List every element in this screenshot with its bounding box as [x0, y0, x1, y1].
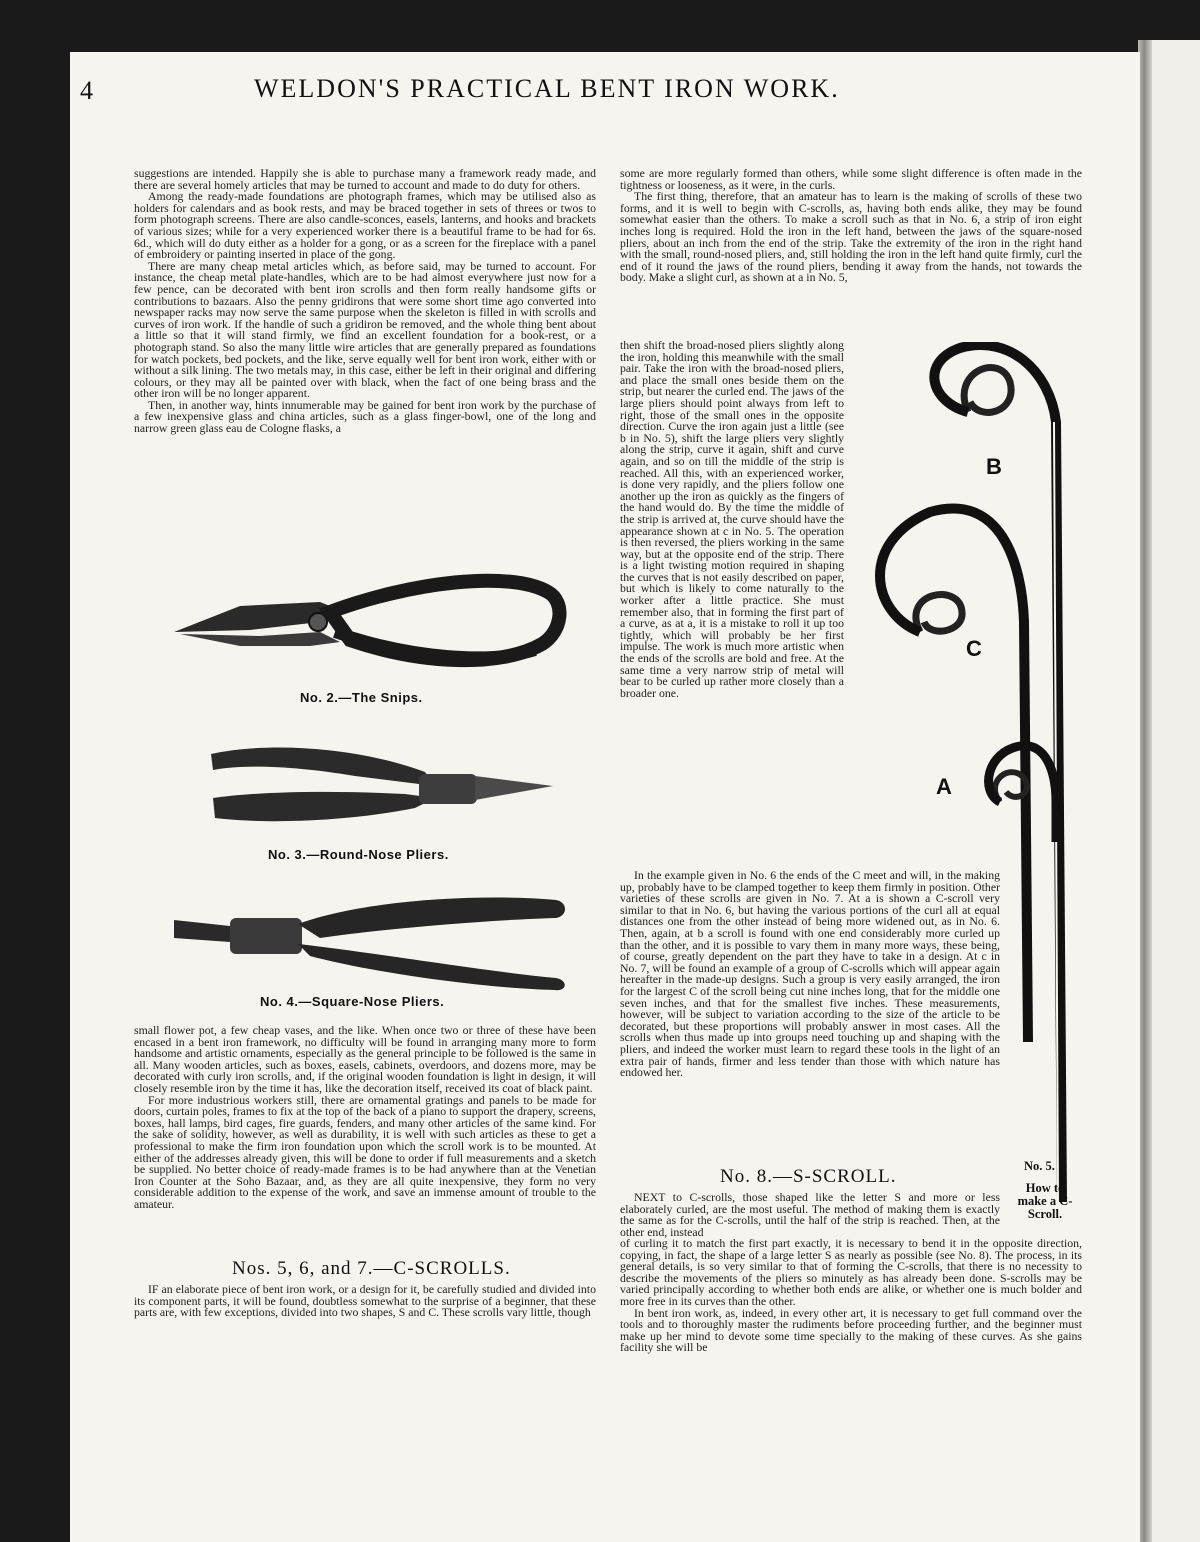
snips-illustration [170, 572, 570, 682]
s-scroll-intro [620, 1192, 1000, 1238]
paragraph: some are more regularly formed than others, while some slight difference is often made in the tightness or looseness, as it were, in the curls. [620, 166, 1082, 192]
left-column-bottom [134, 1025, 596, 1211]
paragraph: The first thing, therefore, that an amateur has to learn is the making of scrolls of these two forms, and it is well to begin with C-scrolls, as, having both ends alike, they may be found somewhat easier than the others. To make a scroll such as that in No. 6, a strip of iron eight inches long is required. Hold the iron in the left hand, between the jaws of the square-nosed pliers, about an inch from the end of the strip. Take the extremity of the iron in the right hand with the small, round-nosed pliers, and, still holding the iron in the left hand quite firmly, curl the end of it round the jaws of the round pliers, bending it away from the hands, not towards the body. Make a slight curl, as shown at a in No. 5, [620, 189, 1082, 285]
paragraph: In the example given in No. 6 the ends of the C meet and will, in the making up, probably have to be clamped together to keep them firmly in position. Other varieties of these scrolls are given in No. 7. At a is shown a C-scroll very similar to that in No. 6, but having the various portions of the curl all at equal distances one from the other instead of being more widened out, as in No. 6. Then, again, at b a scroll is found with one end considerably more curled up than the other, and it is possible to vary them in many more ways, these being, of course, greatly dependent on the part they have to take in a design. At c in No. 7, will be found an example of a group of C-scrolls which will appear again hereafter in the made-up designs. Such a group is very easily arranged, the iron for the largest C of the scroll being cut nine inches long, that for the middle one seven inches, and that for the smallest five inches. These measurements, however, will be subject to variation according to the size of the article to be decorated, but these proportions will probably answer in most cases. All the scrolls when thus made up into groups need touching up and shaping with the pliers, and indeed the worker must learn to regard these tools in the light of an extra pair of hands, firmer and less tender than those with which nature has endowed her. [620, 868, 1000, 1080]
paragraph: of curling it to match the first part exactly, it is necessary to bend it in the opposite direction, copying, in fact, the shape of a large letter S as nearly as possible (see No. 8). The process, in its general details, is so very similar to that of forming the C-scrolls, that there is no necessity to describe the movements of the pliers so minutely as has already been done. S-scrolls may be varied principally according to whether both ends are alike, or whether one is much bolder and more free in its curves than the other. [620, 1236, 1082, 1308]
c-scrolls-intro [134, 1284, 596, 1319]
paragraph: Among the ready-made foundations are photograph frames, which may be utilised also as holders for calendars and as book rests, and may be braced together in sets of threes or twos to form photograph screens. There are also candle-sconces, easels, lanterns, and hooks and brackets of various sizes; while for a very experienced worker there is a beautiful frame to be had for 6s. 6d., which will do duty either as a holder for a gong, or as a screen for the fireplace with a panel of embroidery or painting inserted in place of the gong. [134, 189, 596, 262]
figure-letter-a: A [936, 774, 952, 799]
paragraph: then shift the broad-nosed pliers slightly along the iron, holding this meanwhile with the small pair. Take the iron with the broad-nosed pliers, and place the small ones beside them on the strip, but nearer the curled end. The jaws of the large pliers should point always from left to right, those of the small ones in the opposite direction. Curve the iron again just a little (see b in No. 5), shift the large pliers very slightly along the strip, curve it again, shift and curve again, and so on till the middle of the strip is reached. All this, with an experienced worker, is done very rapidly, and the pliers follow one another up the iron as quickly as the fingers of the hand would do. By the time the middle of the strip is arrived at, the curve should have the appearance shown at c in No. 5. The operation is then reversed, the pliers working in the same way, but at the opposite end of the strip. There is a light twisting motion required in shaping the curves that is not easily described on paper, but which is likely to come naturally to the worker after a little practice. She must remember also, that in forming the first part of a curve, as at a, it is a mistake to roll it up too tightly, which will probably be her first impulse. The work is much more artistic when the ends of the scrolls are bold and free. At the same time a very narrow strip of metal will bear to be curled up rather more closely than a broader one. [620, 338, 844, 700]
snips-caption: No. 2.—The Snips. [300, 690, 423, 705]
square-nose-pliers-caption: No. 4.—Square-Nose Pliers. [260, 994, 445, 1009]
paragraph: small flower pot, a few cheap vases, and the like. When once two or three of these have been encased in a bent iron framework, no difficulty will be found in arranging many more to form handsome and artistic ornaments, especially as the general principle to be followed is the same in all. Many wooden articles, such as boxes, easels, cabinets, overdoors, and dozens more, may be decorated with curly iron scrolls, and, if the original wooden foundation is light in design, it will closely resemble iron by the time it has, like the decoration itself, received its coat of black paint. [134, 1023, 596, 1095]
round-nose-pliers-caption: No. 3.—Round-Nose Pliers. [268, 847, 449, 862]
book-page [70, 52, 1140, 1542]
figure-letter-b: B [986, 454, 1002, 479]
page-fold [1138, 40, 1152, 1542]
square-nose-pliers-illustration [170, 892, 570, 992]
s-scroll-body [620, 1238, 1082, 1354]
adjacent-page-edge [1152, 40, 1200, 1542]
s-scroll-heading: No. 8.—S-SCROLL. [720, 1166, 897, 1187]
paragraph: Then, in another way, hints innumerable may be gained for bent iron work by the purchase of a few inexpensive glass and china articles, such as a glass finger-bowl, one of the long and narrow green glass eau de Cologne flasks, a [134, 397, 596, 436]
figure-5-side-caption: How to make a C-Scroll. [1017, 1181, 1073, 1221]
figure-letter-c: C [966, 636, 982, 661]
left-column-top [134, 168, 596, 435]
round-nose-pliers-illustration [205, 742, 555, 832]
right-column-mid [620, 870, 1000, 1079]
right-column-top [620, 168, 1082, 284]
paragraph: There are many cheap metal articles which, as before said, may be turned to account. For instance, the cheap metal plate-handles, which are to be had almost everywhere just now for a few pence, can be decorated with bent iron scrolls and then form really handsome gifts or contributions to bazaars. Also the penny gridirons that were some short time ago converted into newspaper racks may now serve the same purpose when the skeleton is filled in with scrolls and curves of iron work. If the handle of such a gridiron be removed, and the whole thing bent about a little so that it will stand firmly, we find an excellent foundation for a book-rest, or a photograph stand. So also the many little wire articles that are generally prepared as foundations for watch pockets, bed pockets, and the like, serve equally well for bent iron work, either with or without a silk lining. The two metals may, in this case, either be left in their original and differing colours, or they may all be painted over with black, when the fact of one being brass and the other iron will be no longer apparent. [134, 258, 596, 401]
paragraph: NEXT to C-scrolls, those shaped like the letter S and more or less elaborately curled, are the most useful. The method of making them is exactly the same as for the C-scrolls, until the half of the strip is reached. Then, at the other end, instead [620, 1190, 1000, 1239]
right-column-narrow [620, 340, 844, 699]
running-title: WELDON'S PRACTICAL BENT IRON WORK. [254, 74, 840, 103]
paragraph: IF an elaborate piece of bent iron work, or a design for it, be carefully studied and divided into its component parts, it will be found, doubtless somewhat to the surprise of a beginner, that these parts are, with few exceptions, divided into two shapes, S and C. These scrolls vary little, though [134, 1282, 596, 1320]
paragraph: In bent iron work, as, indeed, in every other art, it is necessary to get full command over the tools and to thoroughly master the rudiments before proceeding further, and the beginner must make up her mind to devote some time specially to the making of these curves. As she gains facility she will be [620, 1305, 1082, 1355]
c-scroll-figure [850, 342, 1080, 1212]
paragraph: For more industrious workers still, there are ornamental gratings and panels to be made for doors, curtain poles, frames to fix at the top of the back of a piano to support the drapery, screens, boxes, hall lamps, bird cages, fire guards, fenders, and many other articles of the same kind. For the sake of solidity, however, as well as durability, it is well with such articles as these to get a professional to make the firm iron foundation upon which the scroll work is to be mounted. At either of the addresses already given, this will be done to order if full measurements and a sketch be supplied. No better choice of ready-made frames is to be had anywhere than at the Venetian Iron Counter at the Soho Bazaar, and, as they are all quite inexpensive, they form no very considerable addition to the expense of the work, and save an immense amount of trouble to the amateur. [134, 1092, 596, 1211]
paragraph: suggestions are intended. Happily she is able to purchase many a framework ready made, and there are several homely articles that may be turned to account and made to do duty for others. [134, 166, 596, 192]
figure-5-caption: No. 5. [1024, 1159, 1055, 1173]
c-scrolls-heading: Nos. 5, 6, and 7.—C-SCROLLS. [232, 1258, 511, 1279]
page-number: 4 [80, 76, 93, 105]
page-header [70, 70, 1140, 120]
